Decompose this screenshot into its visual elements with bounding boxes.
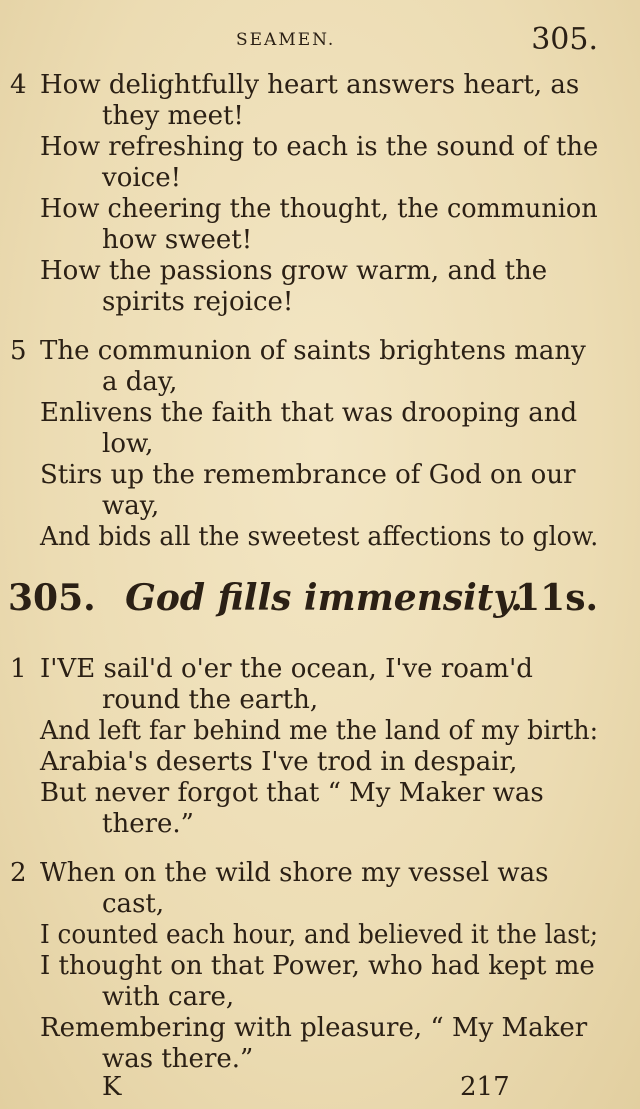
verse-line: Arabia's deserts I've trod in despair, (40, 747, 518, 777)
stanza-number: 5 (10, 336, 27, 366)
stanza-number: 2 (10, 858, 27, 888)
verse-line: cast, (102, 889, 165, 919)
verse-line: there.” (102, 809, 194, 839)
verse-line: The communion of saints brightens many (40, 336, 586, 366)
verse-line: a day, (102, 367, 178, 397)
signature-mark: K (102, 1072, 122, 1102)
page-header-number: 305. (531, 22, 598, 57)
verse-line: I'VE sail'd o'er the ocean, I've roam'd (40, 654, 533, 684)
verse-line: And bids all the sweetest affections to glow. (40, 522, 599, 552)
verse-line: When on the wild shore my vessel was (40, 858, 549, 888)
verse-line: spirits rejoice! (102, 287, 294, 317)
verse-line: round the earth, (102, 685, 319, 715)
stanza-number: 4 (10, 70, 27, 100)
hymn-heading (8, 577, 598, 619)
verse-line: I counted each hour, and believed it the last; (40, 920, 599, 950)
verse-line: was there.” (102, 1044, 254, 1074)
verse-line: How delightfully heart answers heart, as (40, 70, 580, 100)
running-title: SEAMEN. (236, 30, 336, 50)
verse-line: How refreshing to each is the sound of the (40, 132, 599, 162)
verse-line: with care, (102, 982, 235, 1012)
verse-line: Stirs up the remembrance of God on our (40, 460, 576, 490)
verse-line: low, (102, 429, 154, 459)
footer-page-number: 217 (460, 1072, 510, 1102)
hymn-meter: 11s. (515, 577, 598, 619)
verse-line: they meet! (102, 101, 244, 131)
verse-line: How cheering the thought, the communion (40, 194, 598, 224)
verse-line: way, (102, 491, 160, 521)
verse-line: Enlivens the faith that was drooping and (40, 398, 578, 428)
verse-line: I thought on that Power, who had kept me (40, 951, 595, 981)
verse-line: How the passions grow warm, and the (40, 256, 548, 286)
verse-line: And left far behind me the land of my birth: (40, 716, 599, 746)
verse-line: Remembering with pleasure, “ My Maker (40, 1013, 588, 1043)
hymn-title: God fills immensity. (125, 577, 523, 619)
verse-line: how sweet! (102, 225, 253, 255)
stanza-number: 1 (10, 654, 27, 684)
verse-line: But never forgot that “ My Maker was (40, 778, 544, 808)
hymn-number: 305. (8, 577, 96, 619)
verse-line: voice! (102, 163, 182, 193)
